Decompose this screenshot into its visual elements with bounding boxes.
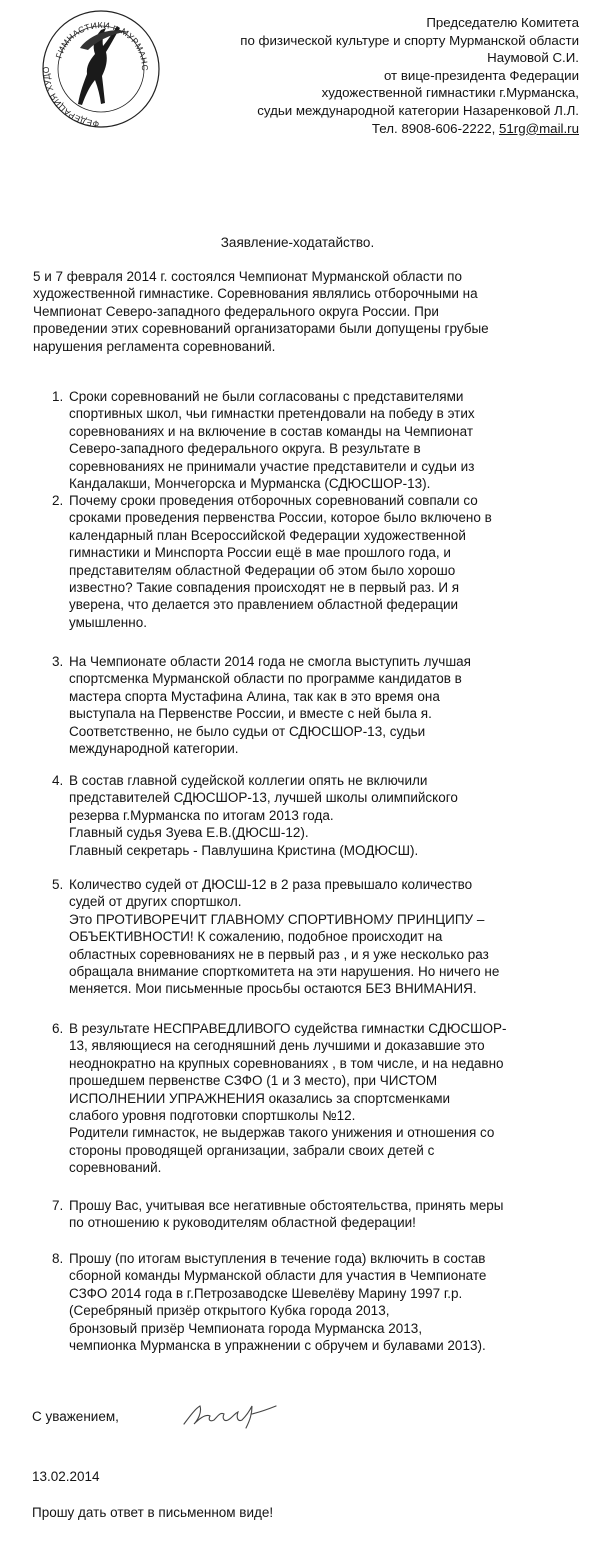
item-number: 1. bbox=[52, 389, 64, 404]
text-line: слабого уровня подготовки спортшколы №12. bbox=[69, 1108, 356, 1124]
item-number: 2. bbox=[52, 493, 64, 508]
text-line: ОБЪЕКТИВНОСТИ! К сожалению, подобное происходит на bbox=[69, 929, 443, 945]
list-item-5 bbox=[52, 876, 587, 998]
list-item-1 bbox=[52, 388, 587, 492]
text-line: СЗФО 2014 года в г.Петрозаводске Шевелёву Марину 1997 г.р. bbox=[69, 1285, 463, 1301]
text-line: Сроки соревнований не были согласованы с представителями bbox=[69, 389, 464, 404]
text-line: спортивных школ, чьи гимнастки претендовали на победу в этих bbox=[69, 406, 475, 422]
text-line: Прошу (по итогам выступления в течение года) включить в состав bbox=[69, 1251, 486, 1266]
document-date: 13.02.2014 bbox=[32, 1469, 100, 1484]
handwritten-signature bbox=[180, 1398, 290, 1432]
item-number: 7. bbox=[52, 1198, 64, 1213]
text-line: календарный план Всероссийской Федерации художественной bbox=[69, 527, 466, 543]
text-line: ИСПОЛНЕНИИ УПРАЖНЕНИЯ оказались за спортсменками bbox=[69, 1090, 451, 1106]
text-line: соревнованиях и на включение в состав команды на Чемпионат bbox=[69, 423, 474, 439]
text-line: выступала на Первенстве России, и вместе с ней была я. bbox=[69, 706, 432, 722]
item-number: 8. bbox=[52, 1251, 64, 1266]
text-line: На Чемпионате области 2014 года не смогла выступить лучшая bbox=[69, 654, 471, 669]
addressee-line: судьи международной категории Назаренковой Л.Л. bbox=[257, 102, 579, 118]
text-line: художественной гимнастике. Соревнования являлись отборочными на bbox=[33, 286, 478, 302]
addressee-line: художественной гимнастики г.Мурманска, bbox=[321, 85, 579, 101]
text-line: сроками проведения первенства России, которое было включено в bbox=[69, 510, 492, 526]
addressee-line: Наумовой С.И. bbox=[487, 50, 579, 66]
phone-text: Тел. 8908-606-2222, bbox=[371, 120, 499, 136]
contact-line bbox=[159, 120, 579, 138]
text-line: сборной команды Мурманской области для участия в Чемпионате bbox=[69, 1268, 487, 1284]
text-line: Это ПРОТИВОРЕЧИТ ГЛАВНОМУ СПОРТИВНОМУ ПРИНЦИПУ – bbox=[69, 911, 485, 927]
list-item-4 bbox=[52, 772, 587, 859]
text-line: Северо-западного федерального округа. В результате в bbox=[69, 441, 421, 457]
text-line: соревнованиях не принимали участие представители и судьи из bbox=[69, 458, 475, 474]
document-title: Заявление-ходатайство. bbox=[220, 235, 375, 250]
item-number: 6. bbox=[52, 1021, 64, 1036]
text-line: неоднократно на крупных соревнованиях , в том числе, и на недавно bbox=[69, 1055, 504, 1071]
intro-paragraph bbox=[33, 268, 578, 355]
text-line: Главный секретарь - Павлушина Кристина (МОДЮСШ). bbox=[69, 842, 419, 858]
text-line: (Серебряный призёр открытого Кубка города 2013, bbox=[69, 1303, 390, 1319]
addressee-block bbox=[159, 14, 579, 137]
text-line: по отношению к руководителям областной федерации! bbox=[69, 1215, 416, 1231]
federation-logo bbox=[40, 8, 162, 130]
closing-text: С уважением, bbox=[32, 1409, 119, 1424]
text-line: Чемпионат Северо-западного федерального округа России. При bbox=[33, 303, 439, 319]
text-line: прошедшем первенстве СЗФО (1 и 3 место), при ЧИСТОМ bbox=[69, 1073, 438, 1089]
text-line: нарушения регламента соревнований. bbox=[33, 338, 276, 354]
list-item-2 bbox=[52, 492, 587, 631]
text-line: умышленно. bbox=[69, 614, 147, 630]
list-item-8 bbox=[52, 1250, 587, 1354]
text-line: Прошу Вас, учитывая все негативные обстоятельства, принять меры bbox=[69, 1198, 504, 1213]
text-line: уверена, что делается это правлением областной федерации bbox=[69, 597, 459, 613]
text-line: Соответственно, не было судьи от СДЮСШОР-13, судьи bbox=[69, 723, 426, 739]
text-line: спортсменка Мурманской области по программе кандидатов в bbox=[69, 671, 462, 687]
text-line: В результате НЕСПРАВЕДЛИВОГО судейства гимнастки СДЮСШОР- bbox=[69, 1021, 507, 1036]
text-line: мастера спорта Мустафина Алина, так как в это время она bbox=[69, 688, 440, 704]
text-line: стороны проводящей организации, забрали своих детей с bbox=[69, 1142, 435, 1158]
list-item-6 bbox=[52, 1020, 587, 1177]
text-line: резерва г.Мурманска по итогам 2013 года. bbox=[69, 807, 334, 823]
svg-text:ГИМНАСТИКИ г. МУРМАНСКА: ГИМНАСТИКИ г. МУРМАНС bbox=[53, 19, 151, 72]
text-line: представителей СДЮСШОР-13, лучшей школы олимпийского bbox=[69, 790, 458, 806]
addressee-line: Председателю Комитета bbox=[426, 15, 579, 30]
text-line: 13, являющиеся на сегодняшний день лучшими и доказавшие это bbox=[69, 1038, 485, 1054]
list-item-3 bbox=[52, 653, 587, 757]
text-line: соревнований. bbox=[69, 1160, 162, 1176]
text-line: бронзовый призёр Чемпионата города Мурманска 2013, bbox=[69, 1320, 423, 1336]
text-line: чемпионка Мурманска в упражнении с обручем и булавами 2013). bbox=[69, 1338, 486, 1354]
text-line: Главный судья Зуева Е.В.(ДЮСШ-12). bbox=[69, 825, 309, 841]
addressee-line: от вице-президента Федерации bbox=[383, 67, 579, 83]
svg-text:ФЕДЕРАЦИЯ ХУДОЖЕСТВЕННОЙ: ФЕДЕРАЦИЯ ХУДО bbox=[40, 66, 100, 130]
list-item-7 bbox=[52, 1197, 587, 1232]
text-line: представителям областной Федерации об этом было хорошо bbox=[69, 562, 456, 578]
text-line: В состав главной судейской коллегии опять не включили bbox=[69, 773, 428, 788]
text-line: областных соревнованиях не в первый раз , и я уже несколько раз bbox=[69, 946, 489, 962]
text-line: обращала внимание спорткомитета на эти нарушения. Но ничего не bbox=[69, 964, 500, 980]
footer-request: Прошу дать ответ в письменном виде! bbox=[32, 1505, 274, 1520]
email-link[interactable]: 51rg@mail.ru bbox=[498, 120, 579, 136]
text-line: проведении этих соревнований организаторами были допущены грубые bbox=[33, 321, 489, 337]
text-line: Кандалакши, Мончегорска и Мурманска (СДЮСШОР-13). bbox=[69, 476, 431, 492]
text-line: Почему сроки проведения отборочных соревнований совпали со bbox=[69, 493, 478, 508]
text-line: 5 и 7 февраля 2014 г. состоялся Чемпионат Мурманской области по bbox=[33, 269, 462, 284]
text-line: гимнастики и Минспорта России ещё в мае прошлого года, и bbox=[69, 545, 451, 561]
text-line: международной категории. bbox=[69, 741, 239, 757]
item-number: 5. bbox=[52, 877, 64, 892]
text-line: Родители гимнасток, не выдержав такого унижения и отношения со bbox=[69, 1125, 495, 1141]
text-line: судей от других спортшкол. bbox=[69, 894, 242, 910]
text-line: известно? Такие совпадения происходят не в первый раз. И я bbox=[69, 580, 460, 596]
item-number: 4. bbox=[52, 773, 64, 788]
item-number: 3. bbox=[52, 654, 64, 669]
text-line: меняется. Мои письменные просьбы остаются БЕЗ ВНИМАНИЯ. bbox=[69, 981, 477, 997]
text-line: Количество судей от ДЮСШ-12 в 2 раза превышало количество bbox=[69, 877, 473, 892]
addressee-line: по физической культуре и спорту Мурманской области bbox=[240, 32, 579, 48]
